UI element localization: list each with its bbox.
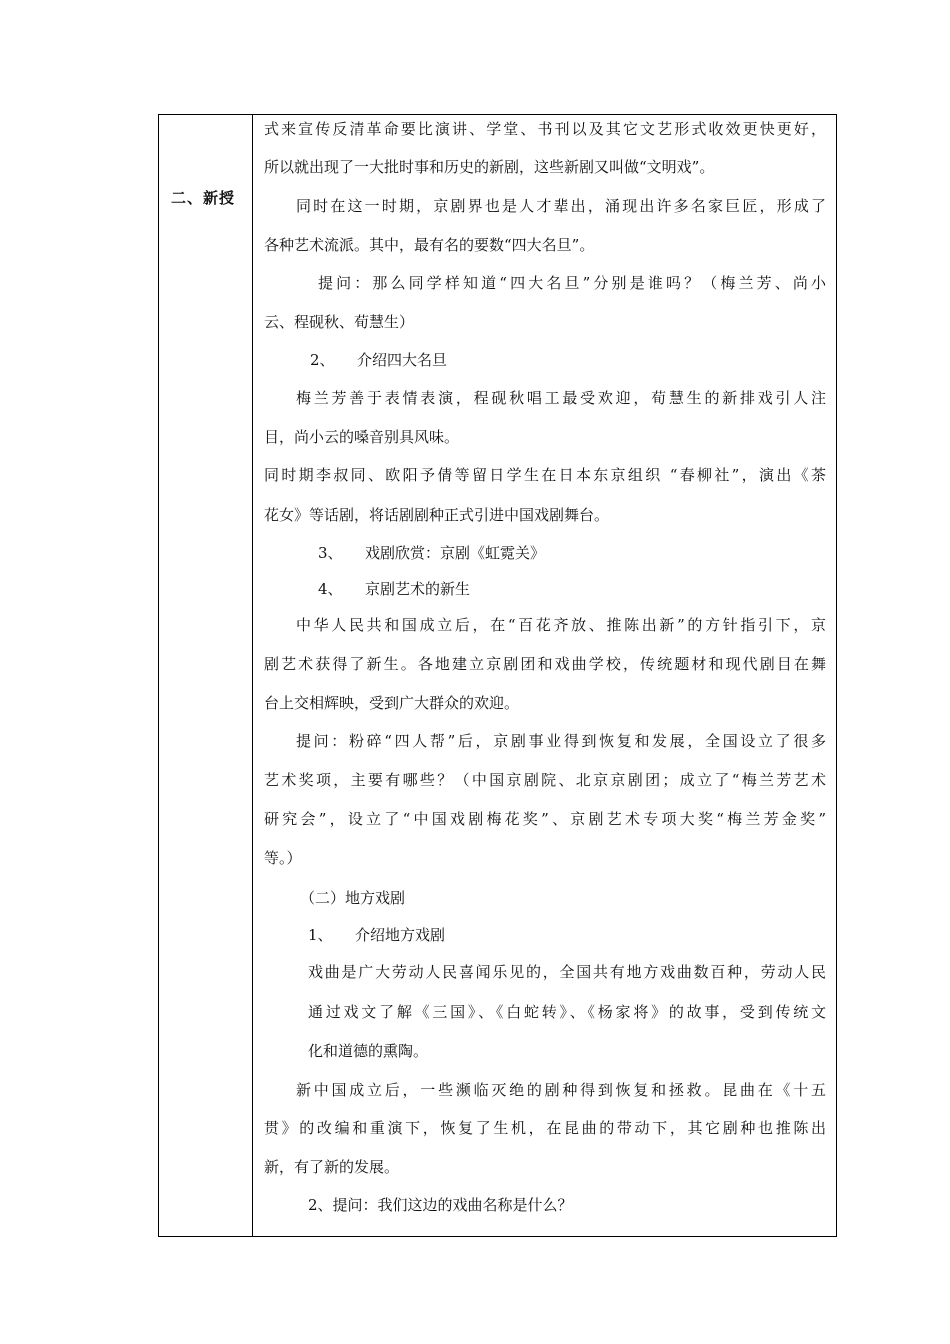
text-line: 所以就出现了一大批时事和历史的新剧，这些新剧又叫做“文明戏”。 <box>264 158 715 176</box>
text-line: 云、程砚秋、荀慧生） <box>264 313 415 331</box>
subheading: 3、 戏剧欣赏：京剧《虹霓关》 <box>318 544 546 562</box>
text-line: 花女》等话剧，将话剧剧种正式引进中国戏剧舞台。 <box>264 506 610 524</box>
subheading: 1、 介绍地方戏剧 <box>308 926 446 944</box>
text-line: 梅兰芳善于表情表演，程砚秋唱工最受欢迎，荀慧生的新排戏引人注 <box>296 389 826 407</box>
lesson-plan-table <box>158 114 837 1237</box>
text-line: 贯》的改编和重演下，恢复了生机，在昆曲的带动下，其它剧种也推陈出 <box>264 1119 826 1137</box>
text-line: 新中国成立后，一些濒临灭绝的剧种得到恢复和拯救。昆曲在《十五 <box>296 1081 826 1099</box>
text-line: 新，有了新的发展。 <box>264 1158 400 1176</box>
content-cell <box>254 115 836 1236</box>
text-line: 台上交相辉映，受到广大群众的欢迎。 <box>264 694 520 712</box>
text-line: 化和道德的熏陶。 <box>308 1042 429 1060</box>
text-line: 同时期李叔同、欧阳予倩等留日学生在日本东京组织 “春柳社”，演出《茶 <box>264 466 826 484</box>
subheading: 2、 介绍四大名旦 <box>310 351 448 369</box>
text-line: 剧艺术获得了新生。各地建立京剧团和戏曲学校，传统题材和现代剧目在舞 <box>264 655 826 673</box>
text-line: 目，尚小云的嗓音别具风味。 <box>264 428 460 446</box>
text-line: 艺术奖项，主要有哪些？（中国京剧院、北京京剧团；成立了“梅兰芳艺术 <box>264 771 826 789</box>
question-line: 2、提问：我们这边的戏曲名称是什么？ <box>308 1196 573 1214</box>
subheading: （二）地方戏剧 <box>300 889 406 907</box>
text-line: 戏曲是广大劳动人民喜闻乐见的，全国共有地方戏曲数百种，劳动人民 <box>308 963 826 981</box>
text-line: 同时在这一时期，京剧界也是人才辈出，涌现出许多名家巨匠，形成了 <box>296 197 826 215</box>
text-line: 中华人民共和国成立后，在“百花齐放、推陈出新”的方针指引下，京 <box>296 616 826 634</box>
section-label-cell <box>159 115 253 1236</box>
text-line: 各种艺术流派。其中，最有名的要数“四大名旦”。 <box>264 236 595 254</box>
text-line: 研究会”，设立了“中国戏剧梅花奖”、京剧艺术专项大奖“梅兰芳金奖” <box>264 810 826 828</box>
question-line: 提问：粉碎“四人帮”后，京剧事业得到恢复和发展，全国设立了很多 <box>296 732 826 750</box>
subheading: 4、 京剧艺术的新生 <box>318 580 471 598</box>
section-label: 二、新授 <box>171 189 236 207</box>
text-line: 通过戏文了解《三国》、《白蛇转》、《杨家将》的故事，受到传统文 <box>308 1003 826 1021</box>
question-line: 提问：那么同学样知道“四大名旦”分别是谁吗？（梅兰芳、尚小 <box>318 274 826 292</box>
text-line: 等。） <box>264 849 302 867</box>
text-line: 式来宣传反清革命要比演讲、学堂、书刊以及其它文艺形式收效更快更好， <box>264 120 826 138</box>
